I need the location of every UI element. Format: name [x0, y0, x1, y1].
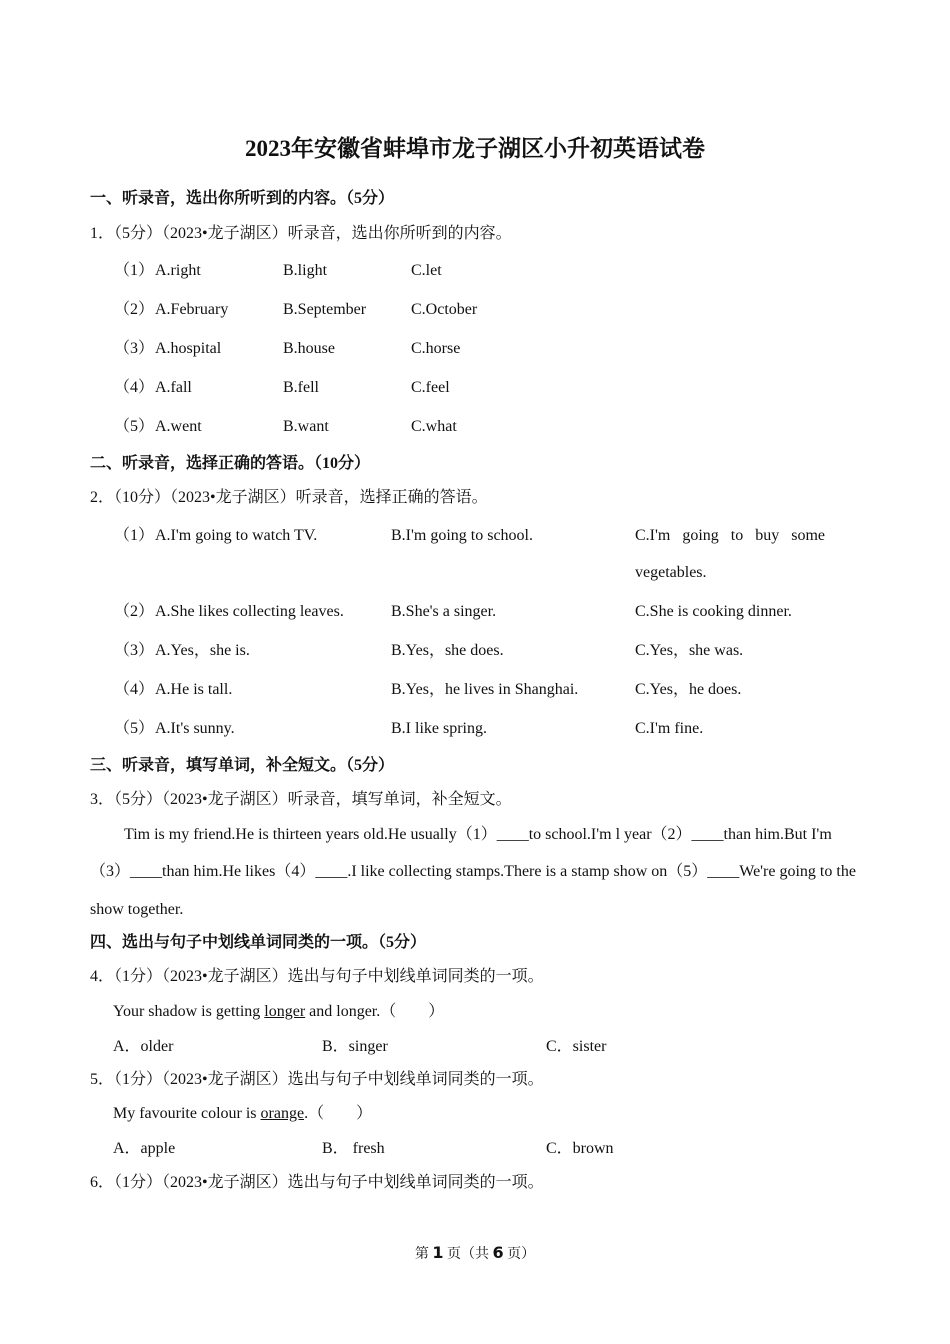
q1-row-4-option-b: B.fell — [283, 379, 319, 396]
passage-line-1: Tim is my friend.He is thirteen years old.He usually（1）____to school.I'm l year（2）____than him.But I'm — [124, 826, 832, 843]
q2-row-4-number: （4） — [114, 681, 155, 698]
q5-option-a: A．apple — [113, 1140, 176, 1157]
q1-row-4-option-a: A.fall — [155, 379, 192, 396]
section-4-heading: 四、选出与句子中划线单词同类的一项。（5分） — [90, 934, 427, 951]
q2-row-5-option-c: C.I'm fine. — [635, 720, 704, 737]
passage-line-3: show together. — [90, 901, 184, 918]
q2-row-5-option-b: B.I like spring. — [391, 720, 487, 737]
question-6-stem: 6．（1分）（2023•龙子湖区）选出与句子中划线单词同类的一项。 — [90, 1174, 544, 1191]
q2-row-1-option-a: A.I'm going to watch TV. — [155, 527, 318, 544]
question-2-stem: 2．（10分）（2023•龙子湖区）听录音，选择正确的答语。 — [90, 489, 488, 506]
q4-underlined-word: longer — [264, 1003, 306, 1020]
q2-row-2-option-b: B.She's a singer. — [391, 603, 497, 620]
q2-row-4-option-a: A.He is tall. — [155, 681, 233, 698]
question-4-sentence — [113, 1002, 444, 1022]
q2-row-1-number: （1） — [114, 527, 155, 544]
q2-row-5-number: （5） — [114, 720, 155, 737]
q2-row-3-option-a: A.Yes，she is. — [155, 642, 250, 659]
section-1-heading: 一、听录音，选出你所听到的内容。（5分） — [90, 190, 395, 207]
footer-suffix: 页） — [503, 1247, 536, 1262]
q1-row-1-option-a: A.right — [155, 262, 201, 279]
q5-option-c: C．brown — [546, 1140, 614, 1157]
q2-row-4-option-b: B.Yes，he lives in Shanghai. — [391, 681, 579, 698]
q5-option-b: B． fresh — [322, 1140, 385, 1157]
q1-row-1-option-b: B.light — [283, 262, 328, 279]
question-3-stem: 3．（5分）（2023•龙子湖区）听录音，填写单词，补全短文。 — [90, 791, 512, 808]
q4-sentence-start: Your shadow is getting — [113, 1003, 265, 1020]
q1-row-3-option-c: C.horse — [411, 340, 461, 357]
current-page-number: 1 — [432, 1243, 444, 1262]
q1-row-5-option-c: C.what — [411, 418, 457, 435]
q1-row-4-option-c: C.feel — [411, 379, 450, 396]
question-5-stem: 5．（1分）（2023•龙子湖区）选出与句子中划线单词同类的一项。 — [90, 1071, 544, 1088]
q1-row-1-option-c: C.let — [411, 262, 442, 279]
q1-row-3-option-a: A.hospital — [155, 340, 222, 357]
q2-row-2-option-c: C.She is cooking dinner. — [635, 603, 792, 620]
q1-row-2-number: （2） — [114, 301, 155, 318]
q2-row-3-number: （3） — [114, 642, 155, 659]
q1-row-3-option-b: B.house — [283, 340, 335, 357]
q1-row-4-number: （4） — [114, 379, 155, 396]
q1-row-5-option-b: B.want — [283, 418, 329, 435]
q2-row-2-option-a: A.She likes collecting leaves. — [155, 603, 344, 620]
q2-row-4-option-c: C.Yes，he does. — [635, 681, 742, 698]
q2-row-1-option-c: C.I'm going to buy some — [635, 527, 825, 544]
q2-row-1-option-b: B.I'm going to school. — [391, 527, 533, 544]
footer-middle: 页（共 — [443, 1247, 493, 1262]
q1-row-2-option-c: C.October — [411, 301, 478, 318]
question-4-stem: 4．（1分）（2023•龙子湖区）选出与句子中划线单词同类的一项。 — [90, 968, 544, 985]
q1-row-3-number: （3） — [114, 340, 155, 357]
section-2-heading: 二、听录音，选择正确的答语。（10分） — [90, 455, 371, 472]
question-5-sentence — [113, 1104, 372, 1124]
q4-option-c: C．sister — [546, 1038, 607, 1055]
q5-underlined-word: orange — [260, 1105, 305, 1122]
q1-row-1-number: （1） — [114, 262, 155, 279]
q1-row-2-option-b: B.September — [283, 301, 367, 318]
q1-row-2-option-a: A.February — [155, 301, 229, 318]
q5-sentence-end: .（ ） — [304, 1105, 373, 1122]
exam-title: 2023年安徽省蚌埠市龙子湖区小升初英语试卷 — [245, 136, 705, 161]
q2-row-3-option-b: B.Yes，she does. — [391, 642, 504, 659]
passage-line-2: （3）____than him.He likes（4）____.I like collecting stamps.There is a stamp show on（5）____We're going to the — [90, 863, 856, 880]
q1-row-5-option-a: A.went — [155, 418, 202, 435]
q2-row-1-option-c-continued: vegetables. — [635, 564, 707, 581]
footer-prefix: 第 — [414, 1247, 433, 1262]
total-page-count: 6 — [492, 1243, 504, 1262]
q4-sentence-end: and longer.（ ） — [305, 1003, 445, 1020]
q4-option-a: A．older — [113, 1038, 174, 1055]
section-3-heading: 三、听录音，填写单词，补全短文。（5分） — [90, 757, 395, 774]
q2-row-2-number: （2） — [114, 603, 155, 620]
page-footer — [0, 1243, 950, 1265]
question-1-stem: 1．（5分）（2023•龙子湖区）听录音，选出你所听到的内容。 — [90, 225, 512, 242]
q2-row-3-option-c: C.Yes，she was. — [635, 642, 744, 659]
q5-sentence-start: My favourite colour is — [113, 1105, 261, 1122]
q2-row-5-option-a: A.It's sunny. — [155, 720, 235, 737]
q4-option-b: B．singer — [322, 1038, 388, 1055]
q1-row-5-number: （5） — [114, 418, 155, 435]
